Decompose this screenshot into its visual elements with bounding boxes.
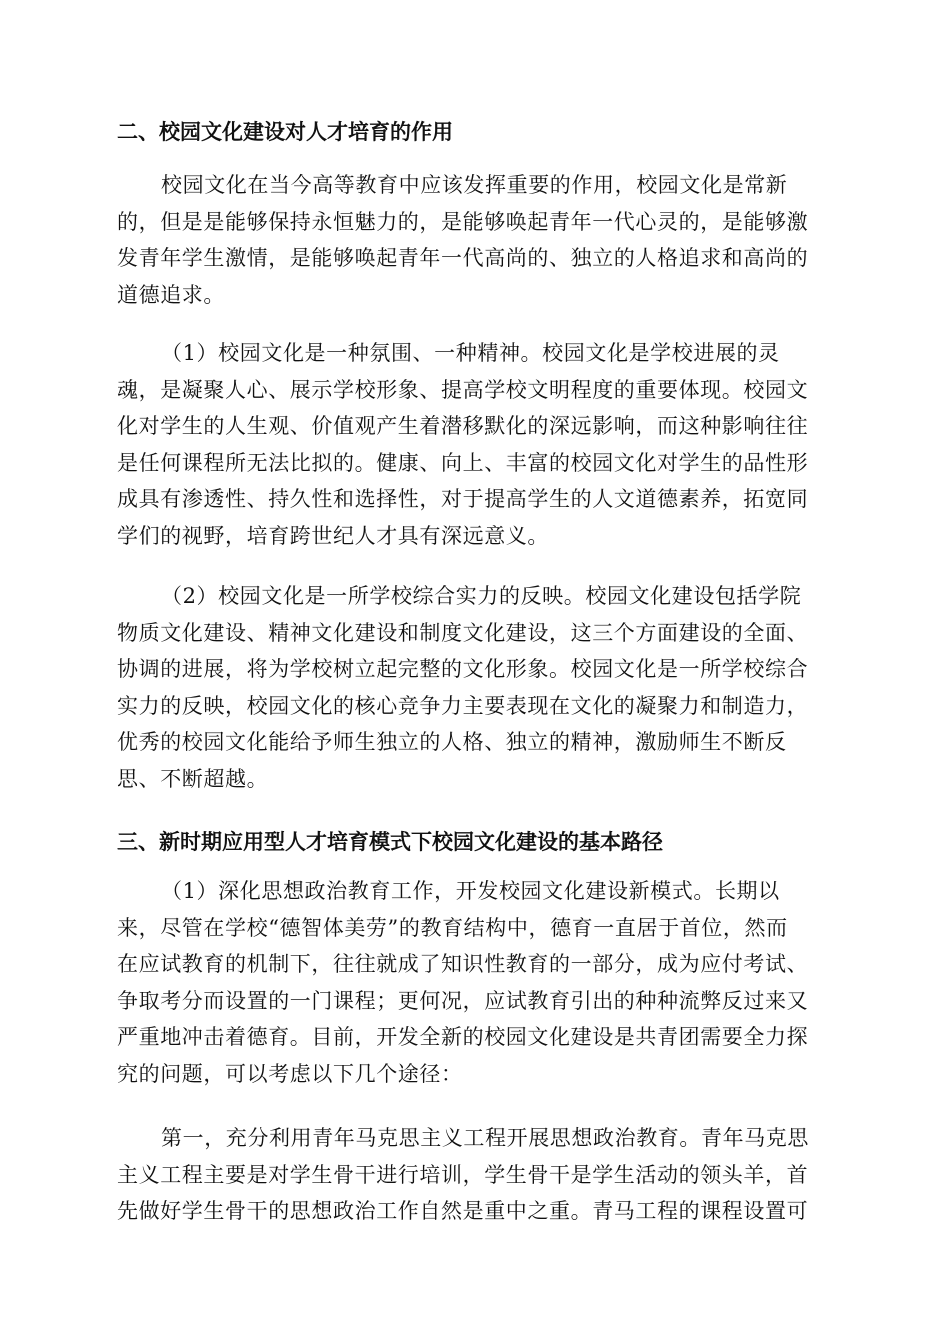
paragraph-first-approach bbox=[117, 1120, 837, 1230]
paragraph-path-1 bbox=[117, 873, 837, 1092]
paragraph-point-1 bbox=[117, 335, 837, 554]
section-heading-2: 二、校园文化建设对人才培育的作用 bbox=[117, 120, 453, 144]
paragraph-line: 第一，充分利用青年马克思主义工程开展思想政治教育。青年马克思 bbox=[161, 1126, 809, 1150]
paragraph-line: 成具有渗透性、持久性和选择性，对于提高学生的人文道德素养，拓宽同 bbox=[117, 487, 809, 511]
paragraph-line: 在应试教育的机制下，往往就成了知识性教育的一部分，成为应付考试、 bbox=[117, 952, 809, 976]
paragraph-line: 严重地冲击着德育。目前，开发全新的校园文化建设是共青团需要全力探 bbox=[117, 1025, 809, 1049]
paragraph-line: （1）深化思想政治教育工作，开发校园文化建设新模式。长期以 bbox=[161, 879, 780, 903]
paragraph-line: 校园文化在当今高等教育中应该发挥重要的作用，校园文化是常新 bbox=[161, 173, 788, 197]
paragraph-line: 主义工程主要是对学生骨干进行培训，学生骨干是学生活动的领头羊，首 bbox=[117, 1162, 809, 1187]
paragraph-intro bbox=[117, 167, 837, 313]
paragraph-line: 学们的视野，培育跨世纪人才具有深远意义。 bbox=[117, 523, 549, 548]
paragraph-point-2 bbox=[117, 578, 837, 797]
paragraph-line: 实力的反映，校园文化的核心竞争力主要表现在文化的凝聚力和制造力， bbox=[117, 693, 809, 718]
paragraph-line: （1）校园文化是一种氛围、一种精神。校园文化是学校进展的灵 bbox=[161, 341, 780, 365]
paragraph-line: 魂，是凝聚人心、展示学校形象、提高学校文明程度的重要体现。校园文 bbox=[117, 377, 809, 402]
paragraph-line: 化对学生的人生观、价值观产生着潜移默化的深远影响，而这种影响往往 bbox=[117, 414, 809, 438]
paragraph-line: 先做好学生骨干的思想政治工作自然是重中之重。青马工程的课程设置可 bbox=[117, 1199, 809, 1223]
paragraph-line: 物质文化建设、精神文化建设和制度文化建设，这三个方面建设的全面、 bbox=[117, 620, 809, 645]
paragraph-line: （2）校园文化是一所学校综合实力的反映。校园文化建设包括学院 bbox=[161, 584, 802, 608]
paragraph-line: 来，尽管在学校“德智体美劳”的教育结构中，德育一直居于首位，然而 bbox=[117, 915, 788, 940]
paragraph-line: 发青年学生激情，是能够唤起青年一代高尚的、独立的人格追求和高尚的 bbox=[117, 246, 809, 270]
paragraph-line: 思、不断超越。 bbox=[117, 766, 269, 791]
paragraph-line: 的，但是是能够保持永恒魅力的，是能够唤起青年一代心灵的，是能够激 bbox=[117, 209, 809, 234]
paragraph-line: 优秀的校园文化能给予师生独立的人格、独立的精神，激励师生不断反 bbox=[117, 730, 787, 754]
paragraph-line: 是任何课程所无法比拟的。健康、向上、丰富的校园文化对学生的品性形 bbox=[117, 450, 809, 475]
paragraph-line: 争取考分而设置的一门课程；更何况，应试教育引出的种种流弊反过来又 bbox=[117, 988, 809, 1013]
paragraph-line: 协调的进展，将为学校树立起完整的文化形象。校园文化是一所学校综合 bbox=[117, 657, 809, 681]
paragraph-line: 道德追求。 bbox=[117, 282, 225, 307]
paragraph-line: 究的问题，可以考虑以下几个途径： bbox=[117, 1061, 463, 1086]
section-heading-3: 三、新时期应用型人才培育模式下校园文化建设的基本路径 bbox=[117, 830, 663, 854]
